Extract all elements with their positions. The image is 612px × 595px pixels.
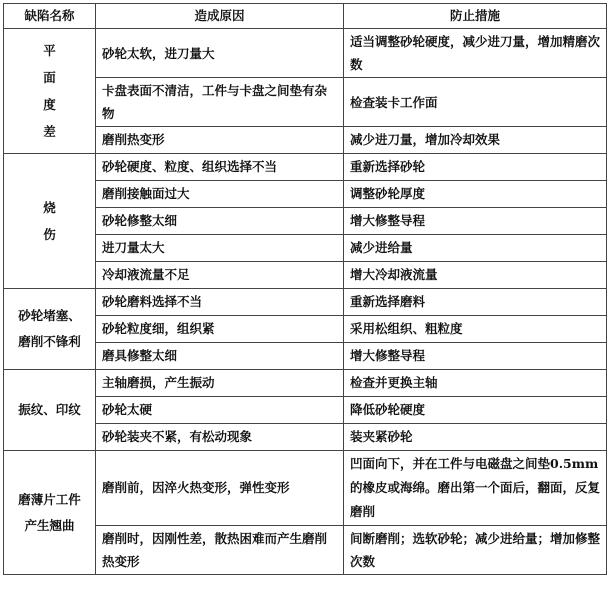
- defect-line: 差: [43, 124, 56, 139]
- cause-cell: 磨削前，因淬火热变形，弹性变形: [96, 451, 344, 526]
- measure-cell: 检查装卡工作面: [344, 78, 607, 127]
- measure-cell: 增大冷却液流量: [344, 262, 607, 289]
- cause-cell: 主轴磨损，产生振动: [96, 370, 344, 397]
- cause-cell: 砂轮硬度、粒度、组织选择不当: [96, 154, 344, 181]
- defect-line: 磨削不锋利: [18, 334, 81, 349]
- header-row: [4, 4, 607, 29]
- defect-line: 伤: [43, 227, 56, 242]
- measure-cell: 减少进给量: [344, 235, 607, 262]
- defect-line: 平: [43, 43, 56, 58]
- measure-cell: 降低砂轮硬度: [344, 397, 607, 424]
- cause-cell: 砂轮磨料选择不当: [96, 289, 344, 316]
- defect-line: 砂轮堵塞、: [18, 308, 81, 323]
- defect-table: [3, 3, 607, 575]
- table-row: [4, 29, 607, 78]
- header-measure: 防止措施: [344, 4, 607, 29]
- defect-cell: [4, 370, 96, 451]
- cause-cell: 砂轮太软，进刀量大: [96, 29, 344, 78]
- measure-cell: 装夹紧砂轮: [344, 424, 607, 451]
- measure-cell: 检查并更换主轴: [344, 370, 607, 397]
- cause-cell: 砂轮粒度细，组织紧: [96, 316, 344, 343]
- table-row: [4, 154, 607, 181]
- measure-cell: 增大修整导程: [344, 343, 607, 370]
- table-row: [4, 289, 607, 316]
- defect-cell: [4, 289, 96, 370]
- cause-cell: 砂轮装夹不紧，有松动现象: [96, 424, 344, 451]
- table-row: [4, 451, 607, 526]
- measure-cell: 重新选择砂轮: [344, 154, 607, 181]
- defect-cell: [4, 451, 96, 575]
- cause-cell: 砂轮修整太细: [96, 208, 344, 235]
- measure-cell: 重新选择磨料: [344, 289, 607, 316]
- cause-cell: 进刀量太大: [96, 235, 344, 262]
- defect-line: 面: [43, 70, 56, 85]
- cause-cell: 磨削时，因刚性差，散热困难而产生磨削热变形: [96, 526, 344, 575]
- cause-cell: 卡盘表面不清洁，工件与卡盘之间垫有杂物: [96, 78, 344, 127]
- measure-cell: 间断磨削；选软砂轮；减少进给量；增加修整次数: [344, 526, 607, 575]
- header-defect: 缺陷名称: [4, 4, 96, 29]
- measure-cell: 增大修整导程: [344, 208, 607, 235]
- cause-cell: 磨具修整太细: [96, 343, 344, 370]
- cause-cell: 磨削接触面过大: [96, 181, 344, 208]
- defect-line: 磨薄片工件: [18, 491, 81, 507]
- defect-cell: [4, 154, 96, 289]
- measure-cell: 减少进刀量，增加冷却效果: [344, 127, 607, 154]
- measure-cell: 调整砂轮厚度: [344, 181, 607, 208]
- defect-line: 产生翘曲: [24, 517, 75, 533]
- defect-cell: [4, 29, 96, 154]
- measure-cell: 适当调整砂轮硬度，减少进刀量，增加精磨次数: [344, 29, 607, 78]
- defect-line: 度: [43, 97, 56, 112]
- measure-cell: 凹面向下，并在工件与电磁盘之间垫0.5mm的橡皮或海绵。磨出第一个面后，翻面，反复磨削: [344, 451, 607, 526]
- cause-cell: 砂轮太硬: [96, 397, 344, 424]
- table-row: [4, 370, 607, 397]
- measure-cell: 采用松组织、粗粒度: [344, 316, 607, 343]
- defect-line: 烧: [43, 200, 56, 215]
- defect-line: 振纹、印纹: [18, 402, 81, 417]
- cause-cell: 冷却液流量不足: [96, 262, 344, 289]
- cause-cell: 磨削热变形: [96, 127, 344, 154]
- header-cause: 造成原因: [96, 4, 344, 29]
